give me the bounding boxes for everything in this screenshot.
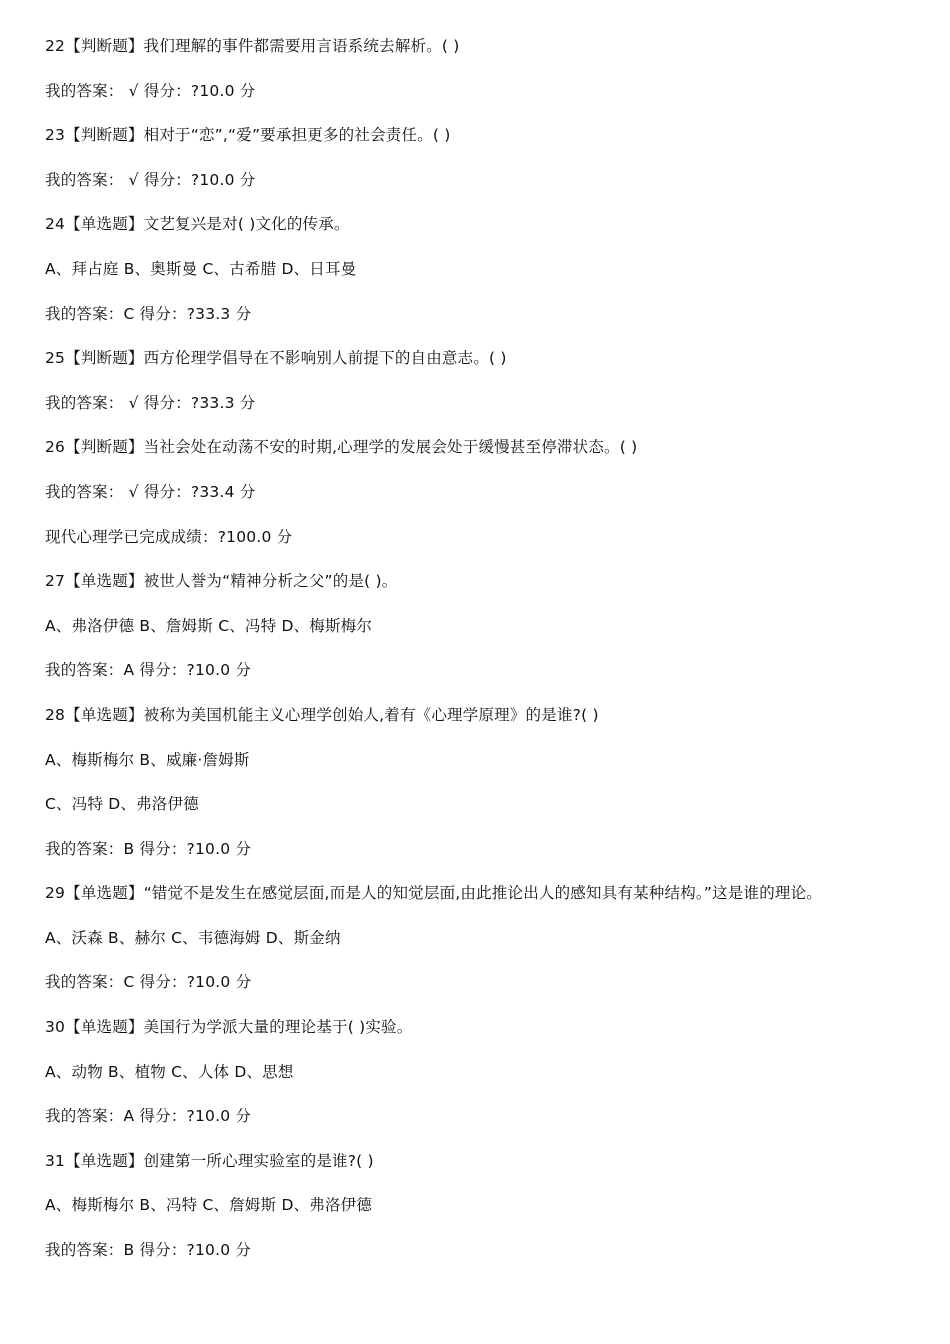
question-26-answer: 我的答案： √ 得分：?33.4 分 [45, 482, 256, 501]
question-23-prompt: 23【判断题】相对于“恋”,“爱”要承担更多的社会责任。( ) [45, 126, 451, 145]
question-28-options-2: C、冯特 D、弗洛伊德 [45, 795, 199, 814]
question-23-answer: 我的答案： √ 得分：?10.0 分 [45, 170, 256, 189]
question-27-prompt: 27【单选题】被世人誉为“精神分析之父”的是( )。 [45, 572, 398, 591]
question-31-prompt: 31【单选题】创建第一所心理实验室的是谁?( ) [45, 1151, 374, 1170]
question-28-options-1: A、梅斯梅尔 B、威廉·詹姆斯 [45, 750, 250, 769]
question-30-options: A、动物 B、植物 C、人体 D、思想 [45, 1062, 294, 1081]
question-27-options: A、弗洛伊德 B、詹姆斯 C、冯特 D、梅斯梅尔 [45, 616, 373, 635]
question-30-prompt: 30【单选题】美国行为学派大量的理论基于( )实验。 [45, 1018, 413, 1037]
question-31-options: A、梅斯梅尔 B、冯特 C、詹姆斯 D、弗洛伊德 [45, 1196, 373, 1215]
question-29-answer: 我的答案：C 得分：?10.0 分 [45, 973, 252, 992]
question-22-prompt: 22【判断题】我们理解的事件都需要用言语系统去解析。( ) [45, 37, 460, 55]
question-28-prompt: 28【单选题】被称为美国机能主义心理学创始人,着有《心理学原理》的是谁?( ) [45, 705, 599, 724]
question-28-answer: 我的答案：B 得分：?10.0 分 [45, 839, 252, 858]
question-24-prompt: 24【单选题】文艺复兴是对( )文化的传承。 [45, 215, 350, 234]
question-25-answer: 我的答案： √ 得分：?33.3 分 [45, 393, 256, 412]
question-25-prompt: 25【判断题】西方伦理学倡导在不影响别人前提下的自由意志。( ) [45, 349, 507, 368]
question-31-answer: 我的答案：B 得分：?10.0 分 [45, 1241, 252, 1260]
question-30-answer: 我的答案：A 得分：?10.0 分 [45, 1107, 252, 1126]
question-27-answer: 我的答案：A 得分：?10.0 分 [45, 661, 252, 680]
question-24-options: A、拜占庭 B、奥斯曼 C、古希腊 D、日耳曼 [45, 259, 357, 278]
document-body [45, 33, 935, 1282]
question-29-prompt: 29【单选题】“错觉不是发生在感觉层面,而是人的知觉层面,由此推论出人的感知具有某种结构。”这是谁的理论。 [45, 884, 822, 903]
question-29-options: A、沃森 B、赫尔 C、韦德海姆 D、斯金纳 [45, 928, 341, 947]
question-26-prompt: 26【判断题】当社会处在动荡不安的时期,心理学的发展会处于缓慢甚至停滞状态。( ) [45, 438, 638, 457]
question-24-answer: 我的答案：C 得分：?33.3 分 [45, 304, 252, 323]
section-score: 现代心理学已完成成绩：?100.0 分 [45, 527, 293, 546]
question-22-answer: 我的答案： √ 得分：?10.0 分 [45, 81, 256, 100]
